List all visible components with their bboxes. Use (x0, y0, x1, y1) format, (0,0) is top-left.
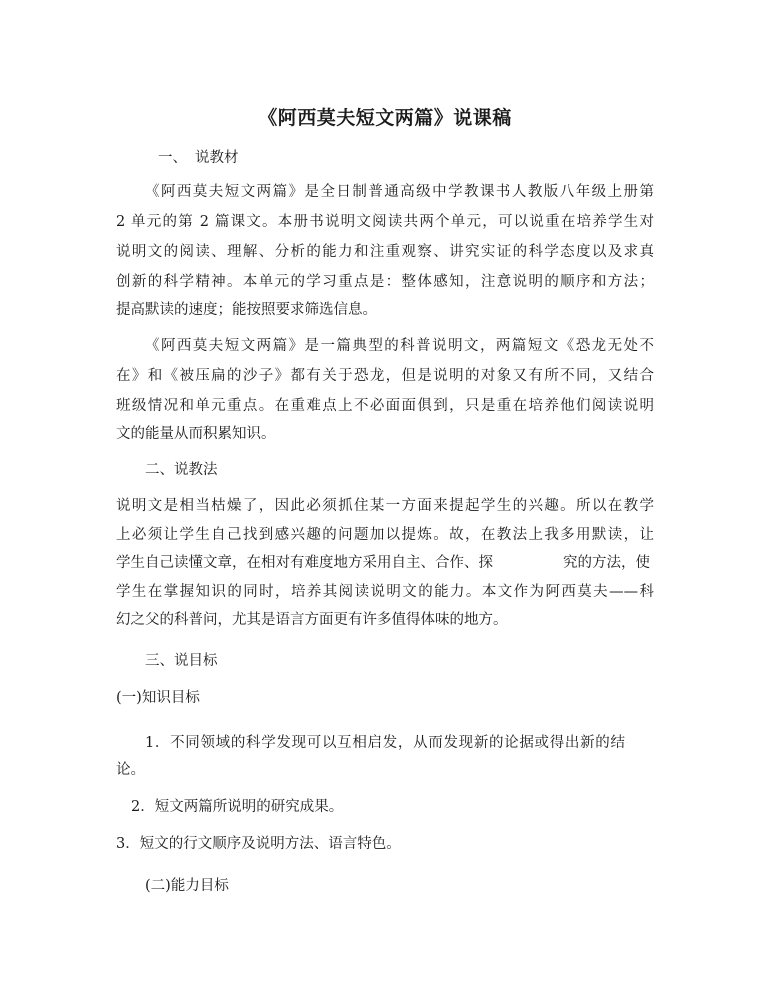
para1-line-3: 说明文的阅读、理解、分析的能力和注重观察、讲究实证的科学态度以及求真 (116, 244, 654, 260)
page-title: 《阿西莫夫短文两篇》说课稿 (258, 107, 512, 129)
section-1-heading: 说教材 (195, 150, 239, 166)
para1-line-5: 提高默读的速度；能按照要求筛选信息。 (116, 302, 377, 318)
item-1-line-1: 1．不同领域的科学发现可以互相启发，从而发现新的论据或得出新的结 (145, 735, 625, 751)
sub-2-heading: (二)能力目标 (145, 878, 229, 894)
section-3-heading: 三、说目标 (145, 653, 218, 669)
para1-line-1: 《阿西莫夫短文两篇》是全日制普通高级中学教课书人教版八年级上册第 (145, 184, 654, 200)
section-2-heading: 二、说教法 (145, 462, 218, 478)
item-1-line-2: 论。 (116, 762, 145, 778)
para3-line-3b: 究的方法，使 (563, 555, 650, 571)
para3-line-2: 上必须让学生自己找到感兴趣的问题加以提炼。故，在教法上我多用默读，让 (116, 527, 654, 543)
para2-line-2: 在》和《被压扁的沙子》都有关于恐龙，但是说明的对象又有所不同，又结合 (116, 368, 654, 384)
para2-line-1: 《阿西莫夫短文两篇》是一篇典型的科普说明文，两篇短文《恐龙无处不 (145, 338, 654, 354)
para3-line-3a: 学生自己读懂文章，在相对有难度地方采用自主、合作、探 (116, 555, 493, 571)
para1-line-4: 创新的科学精神。本单元的学习重点是：整体感知，注意说明的顺序和方法； (116, 274, 654, 290)
section-1-number: 一、 (158, 150, 187, 166)
para2-line-3: 班级情况和单元重点。在重难点上不必面面俱到，只是重在培养他们阅读说明 (116, 398, 654, 414)
sub-1-heading: (一)知识目标 (116, 690, 200, 706)
para3-line-5: 幻之父的科普问，尤其是语言方面更有许多值得体味的地方。 (116, 612, 508, 628)
para1-line-2: 2 单元的第 2 篇课文。本册书说明文阅读共两个单元，可以说重在培养学生对 (116, 214, 654, 230)
item-2: 2．短文两篇所说明的研究成果。 (131, 799, 344, 815)
para2-line-4: 文的能量从而积累知识。 (116, 426, 276, 442)
item-3: 3．短文的行文顺序及说明方法、语言特色。 (116, 836, 401, 852)
para3-line-1: 说明文是相当枯燥了，因此必须抓住某一方面来提起学生的兴趣。所以在教学 (116, 498, 654, 514)
para3-line-4: 学生在掌握知识的同时，培养其阅读说明文的能力。本文作为阿西莫夫——科 (116, 584, 654, 600)
